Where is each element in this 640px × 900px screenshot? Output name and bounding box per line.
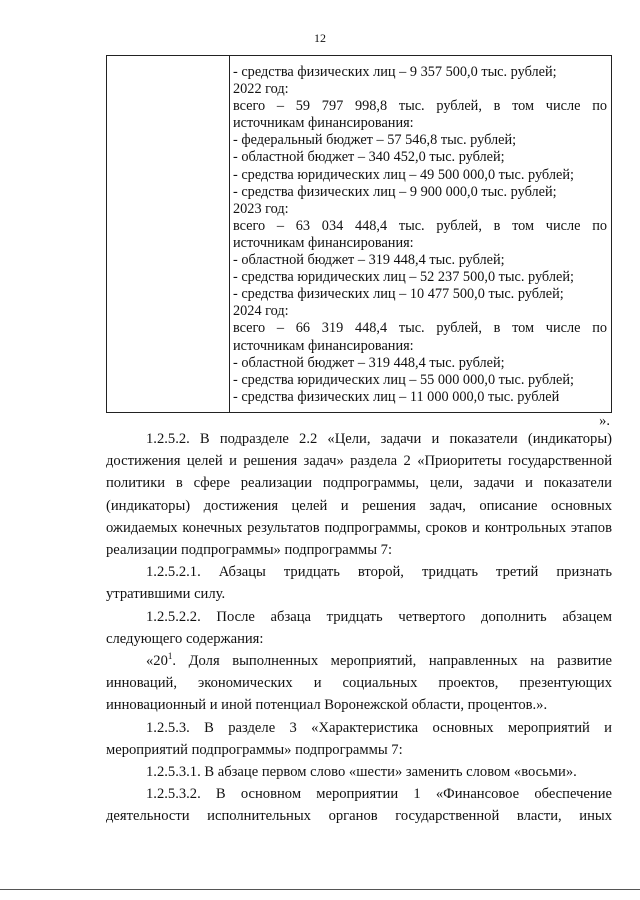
table-line: источникам финансирования:: [233, 234, 414, 251]
table-line: - областной бюджет – 319 448,4 тыс. рублей;: [233, 252, 505, 269]
table-line: 2022 год:: [233, 81, 289, 98]
table-line: - средства юридических лиц – 52 237 500,0 тыс. рублей;: [233, 269, 574, 286]
paragraph-1-2-5-3-2: 1.2.5.3.2. В основном мероприятии 1 «Финансовое обеспечение деятельности исполнительных органов государственной власти, иных: [106, 786, 612, 825]
table-line: 2024 год:: [233, 303, 289, 320]
paragraph-1-2-5-2-2: 1.2.5.2.2. После абзаца тридцать четвертого дополнить абзацем следующего содержания:: [106, 608, 612, 647]
table-line: всего – 59 797 998,8 тыс. рублей, в том числе по: [233, 98, 607, 115]
table-line: - федеральный бюджет – 57 546,8 тыс. рублей;: [233, 132, 517, 149]
inserted-paragraph: [106, 650, 612, 717]
paragraph-1-2-5-3-1: 1.2.5.3.1. В абзаце первом слово «шести» заменить словом «восьми».: [146, 764, 577, 781]
closing-quote: ».: [599, 413, 610, 429]
table-line: источникам финансирования:: [233, 337, 414, 354]
superscript: 1: [167, 651, 173, 662]
document-body: [106, 428, 612, 828]
table-line: - средства физических лиц – 11 000 000,0 тыс. рублей: [233, 388, 560, 405]
table-left-cell: [107, 56, 230, 412]
table-line: - средства физических лиц – 10 477 500,0 тыс. рублей;: [233, 286, 564, 303]
paragraph-1-2-5-3: 1.2.5.3. В разделе 3 «Характеристика основных мероприятий и мероприятий подпрограммы» подпрограммы 7:: [106, 719, 612, 758]
inserted-paragraph-text: . Доля выполненных мероприятий, направленных на развитие инноваций, экономических и социальных проектов, презентующих инновационный и иной потенциал Воронежской области, процентов.».: [106, 653, 612, 714]
table-line: - средства юридических лиц – 55 000 000,0 тыс. рублей;: [233, 371, 574, 388]
financing-table: [106, 55, 612, 413]
table-line: - областной бюджет – 340 452,0 тыс. рублей;: [233, 149, 505, 166]
inserted-paragraph-number: «20: [146, 653, 168, 670]
table-line: - средства юридических лиц – 49 500 000,0 тыс. рублей;: [233, 166, 574, 183]
table-right-cell: [230, 56, 611, 412]
table-line: - средства физических лиц – 9 357 500,0 тыс. рублей;: [233, 64, 557, 80]
paragraph-1-2-5-2: 1.2.5.2. В подразделе 2.2 «Цели, задачи и показатели (индикаторы) достижения целей и решения задач» раздела 2 «Приоритеты государственной политики в сфере реализации подпрограммы, цели, задачи и показатели (индикаторы) достижения целей и решения задач, описание основных ожидаемых конечных результатов подпрограммы, сроков и контрольных этапов реализации подпрограммы» подпрограммы 7:: [106, 431, 612, 559]
page-number: 12: [314, 31, 326, 45]
table-line: 2023 год:: [233, 200, 289, 217]
table-line: источникам финансирования:: [233, 115, 414, 132]
paragraph-1-2-5-2-1: 1.2.5.2.1. Абзацы тридцать второй, тридцать третий признать утратившими силу.: [106, 564, 612, 603]
table-line: всего – 66 319 448,4 тыс. рублей, в том числе по: [233, 320, 607, 337]
table-line: всего – 63 034 448,4 тыс. рублей, в том числе по: [233, 217, 607, 234]
table-line: - средства физических лиц – 9 900 000,0 тыс. рублей;: [233, 183, 557, 200]
table-line: - областной бюджет – 319 448,4 тыс. рублей;: [233, 354, 505, 371]
page-bottom-edge: [0, 889, 640, 890]
